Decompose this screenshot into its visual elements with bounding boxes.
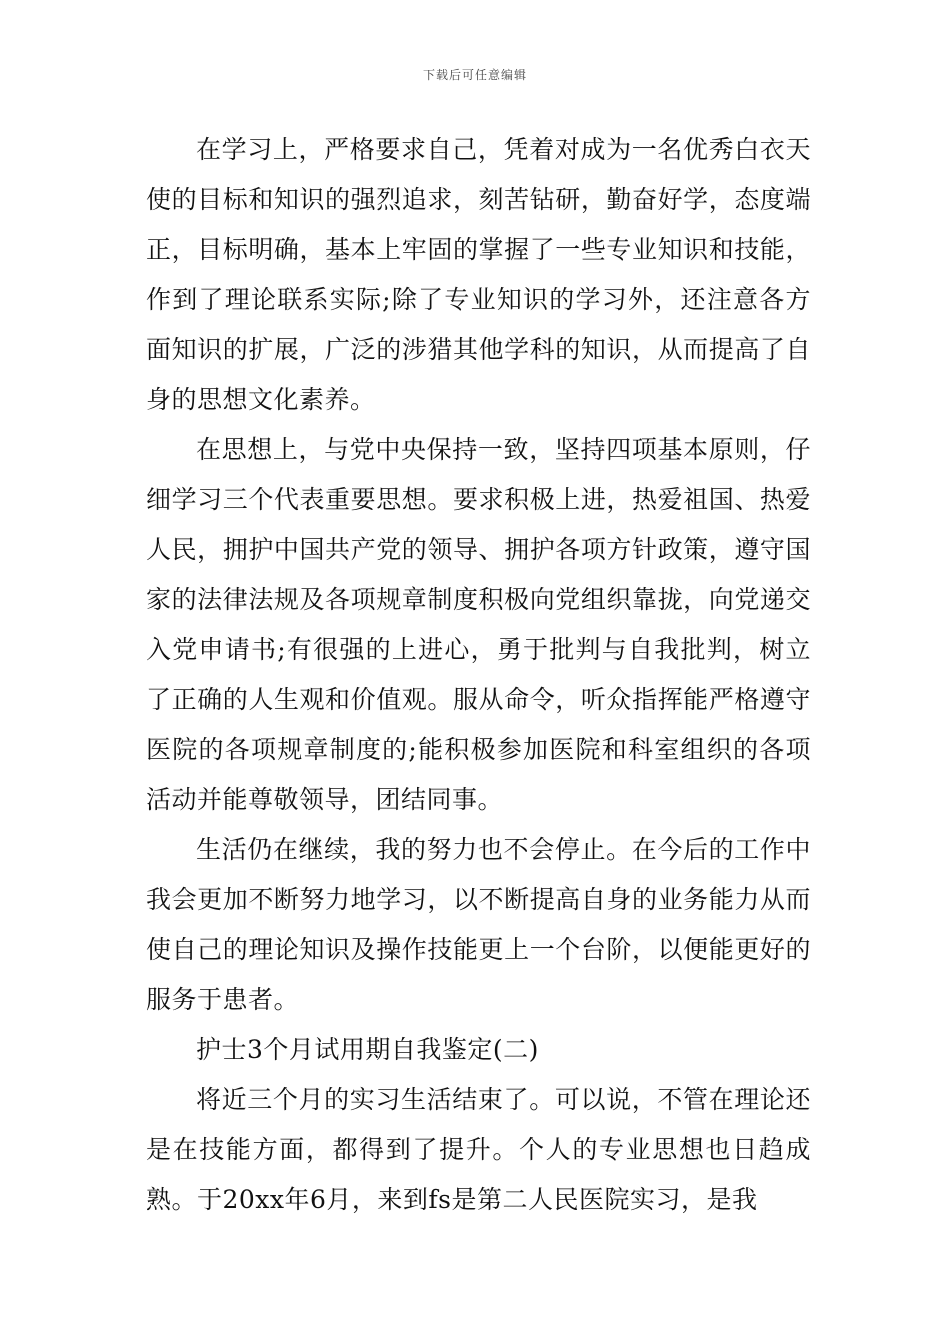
paragraph-internship: 将近三个月的实习生活结束了。可以说，不管在理论还是在技能方面，都得到了提升。个人的专业思想也日趋成熟。于20xx年6月，来到fs是第二人民医院实习，是我 <box>146 1085 811 1214</box>
paragraph-ideology: 在思想上，与党中央保持一致，坚持四项基本原则，仔细学习三个代表重要思想。要求积极上进，热爱祖国、热爱人民，拥护中国共产党的领导、拥护各项方针政策，遵守国家的法律法规及各项规章制度积极向党组织靠拢，向党递交入党申请书;有很强的上进心，勇于批判与自我批判，树立了正确的人生观和价值观。服从命令，听众指挥能严格遵守医院的各项规章制度的;能积极参加医院和科室组织的各项活动并能尊敬领导，团结同事。 <box>146 435 811 814</box>
section-heading: 护士3个月试用期自我鉴定(二) <box>196 1035 539 1064</box>
document-body <box>146 125 811 1225</box>
paragraph-study: 在学习上，严格要求自己，凭着对成为一名优秀白衣天使的目标和知识的强烈追求，刻苦钻研，勤奋好学，态度端正，目标明确，基本上牢固的掌握了一些专业知识和技能，作到了理论联系实际;除了专业知识的学习外，还注意各方面知识的扩展，广泛的涉猎其他学科的知识，从而提高了自身的思想文化素养。 <box>146 135 811 414</box>
header-note: 下载后可任意编辑 <box>422 68 527 82</box>
paragraph-future: 生活仍在继续，我的努力也不会停止。在今后的工作中我会更加不断努力地学习，以不断提高自身的业务能力从而使自己的理论知识及操作技能更上一个台阶，以便能更好的服务于患者。 <box>146 835 811 1014</box>
